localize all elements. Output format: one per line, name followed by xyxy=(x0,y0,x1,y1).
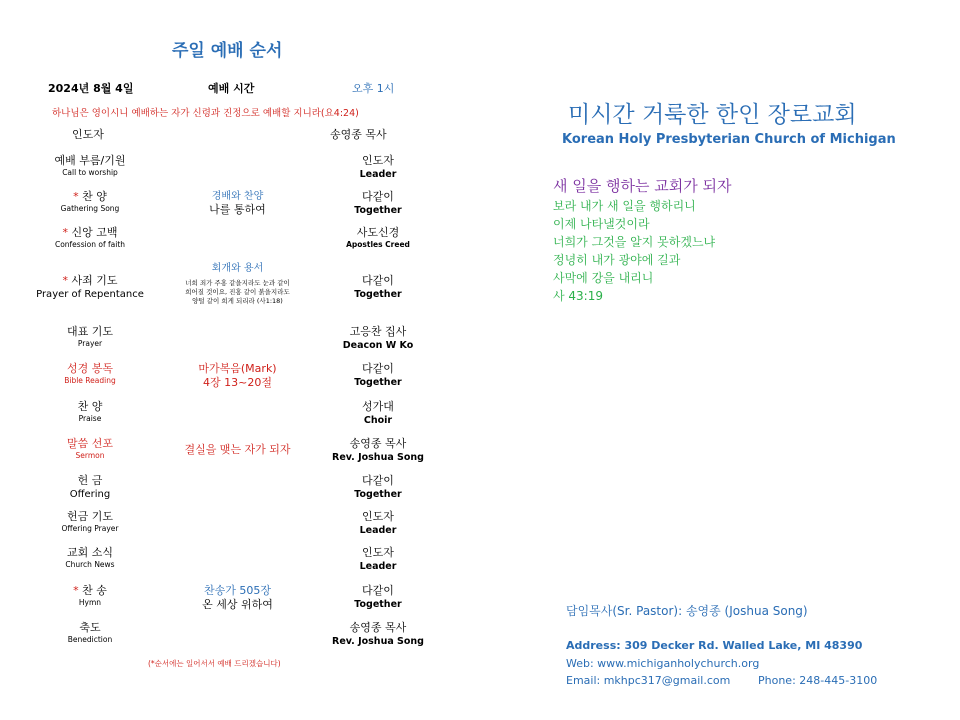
row-right: 다같이 xyxy=(362,190,394,203)
row-right: 인도자 xyxy=(362,154,394,167)
row-en: Call to worship xyxy=(62,168,118,177)
row-ko: 헌 금 xyxy=(77,474,103,487)
stand-marker: * xyxy=(62,274,68,287)
row-right: 송영종 목사 xyxy=(349,621,407,634)
row-ko: 찬 양 xyxy=(77,400,103,413)
row-ko: 교회 소식 xyxy=(66,546,113,559)
row-right-en: Apostles Creed xyxy=(346,240,410,249)
row-en: Sermon xyxy=(75,451,105,460)
service-date: 2024년 8월 4일 xyxy=(48,82,134,95)
row-right: 인도자 xyxy=(362,510,394,523)
row-mid-verse-3: 양털 같이 희게 되리라 (사1:18) xyxy=(192,297,283,305)
row-right-en: Together xyxy=(354,377,402,388)
row-mid2: 4장 13~20절 xyxy=(203,376,272,389)
row-right-en: Leader xyxy=(359,525,397,536)
row-right-en: Rev. Joshua Song xyxy=(332,452,424,463)
row-right-en: Choir xyxy=(363,415,393,426)
service-time-value: 오후 1시 xyxy=(352,82,395,95)
row-mid2: 온 세상 위하여 xyxy=(202,598,273,611)
row-mid2: 나를 통하여 xyxy=(209,203,266,216)
leader-name: 송영종 목사 xyxy=(330,128,387,141)
row-ko: 축도 xyxy=(79,621,101,634)
verse-line-4: 정녕히 내가 광야에 길과 xyxy=(553,253,681,267)
church-phone: Phone: 248-445-3100 xyxy=(758,674,878,687)
stand-marker: * xyxy=(62,226,68,239)
row-right: 다같이 xyxy=(362,584,394,597)
church-name-korean: 미시간 거룩한 한인 장로교회 xyxy=(568,102,857,128)
church-website[interactable]: Web: www.michiganholychurch.org xyxy=(566,657,760,670)
row-mid: 회개와 용서 xyxy=(211,263,264,274)
row-ko: 신앙 고백 xyxy=(71,226,118,239)
row-en: Prayer of Repentance xyxy=(36,289,144,300)
row-right-en: Leader xyxy=(359,561,397,572)
senior-pastor: 담임목사(Sr. Pastor): 송영종 (Joshua Song) xyxy=(566,604,808,618)
row-ko: 예배 부름/기원 xyxy=(54,154,126,167)
row-en: Gathering Song xyxy=(60,204,120,213)
row-ko: 헌금 기도 xyxy=(66,510,113,523)
row-ko: 대표 기도 xyxy=(66,325,113,338)
stand-marker: * xyxy=(73,190,79,203)
row-right-en: Leader xyxy=(359,169,397,180)
church-motto: 새 일을 행하는 교회가 되자 xyxy=(553,177,732,195)
church-address: Address: 309 Decker Rd. Walled Lake, MI 48390 xyxy=(566,639,863,652)
row-en: Confession of faith xyxy=(54,240,126,249)
row-right: 다같이 xyxy=(362,474,394,487)
row-en: Offering Prayer xyxy=(61,524,119,533)
row-ko: 찬 송 xyxy=(82,584,107,597)
top-verse: 하나님은 영이시니 예배하는 자가 신령과 진정으로 예배할 지니라(요4:24) xyxy=(52,108,359,119)
row-right: 송영종 목사 xyxy=(349,437,407,450)
row-right-en: Deacon W Ko xyxy=(342,340,414,351)
row-ko: 사죄 기도 xyxy=(71,274,118,287)
row-mid-verse-1: 너희 죄가 주홍 같을지라도 눈과 같이 xyxy=(185,279,290,287)
row-right-en: Together xyxy=(354,289,402,300)
row-en: Church News xyxy=(65,560,115,569)
row-en: Praise xyxy=(78,414,102,423)
bulletin-title: 주일 예배 순서 xyxy=(172,41,283,61)
row-en: Hymn xyxy=(78,598,102,607)
row-mid: 결실을 맺는 자가 되자 xyxy=(184,443,291,456)
row-ko: 성경 봉독 xyxy=(66,362,113,375)
row-ko: 말씀 선포 xyxy=(66,437,113,450)
row-right: 고응찬 집사 xyxy=(349,325,407,338)
row-right: 다같이 xyxy=(362,362,394,375)
row-en: Benediction xyxy=(67,635,113,644)
row-right: 성가대 xyxy=(362,400,394,413)
stand-marker: * xyxy=(73,584,79,597)
verse-line-5: 사막에 강을 내리니 xyxy=(553,271,654,285)
verse-reference: 사 43:19 xyxy=(553,289,603,303)
row-mid-verse-2: 희어질 것이요, 진홍 같이 붉을지라도 xyxy=(185,288,290,296)
leader-label: 인도자 xyxy=(72,128,104,141)
row-en: Offering xyxy=(69,489,111,500)
row-right-en: Rev. Joshua Song xyxy=(332,636,424,647)
standing-note: (*순서에는 일어서서 예배 드리겠습니다) xyxy=(148,659,281,668)
row-mid: 찬송가 505장 xyxy=(204,584,271,597)
church-name-english: Korean Holy Presbyterian Church of Michigan xyxy=(562,132,896,147)
row-right: 사도신경 xyxy=(356,226,400,239)
row-en: Prayer xyxy=(77,339,103,348)
row-right: 인도자 xyxy=(362,546,394,559)
row-mid: 마가복음(Mark) xyxy=(198,362,277,375)
row-ko: 찬 양 xyxy=(82,190,107,203)
row-mid: 경배와 찬양 xyxy=(211,191,264,202)
church-email[interactable]: Email: mkhpc317@gmail.com xyxy=(566,674,731,687)
row-right-en: Together xyxy=(354,489,402,500)
verse-line-1: 보라 내가 새 일을 행하리니 xyxy=(553,199,696,213)
service-time-label: 예배 시간 xyxy=(208,82,255,95)
verse-line-3: 너희가 그것을 알지 못하겠느냐 xyxy=(553,235,716,249)
row-right-en: Together xyxy=(354,205,402,216)
row-right-en: Together xyxy=(354,599,402,610)
verse-line-2: 이제 나타낼것이라 xyxy=(553,217,650,231)
row-en: Bible Reading xyxy=(64,376,116,385)
row-right: 다같이 xyxy=(362,274,394,287)
